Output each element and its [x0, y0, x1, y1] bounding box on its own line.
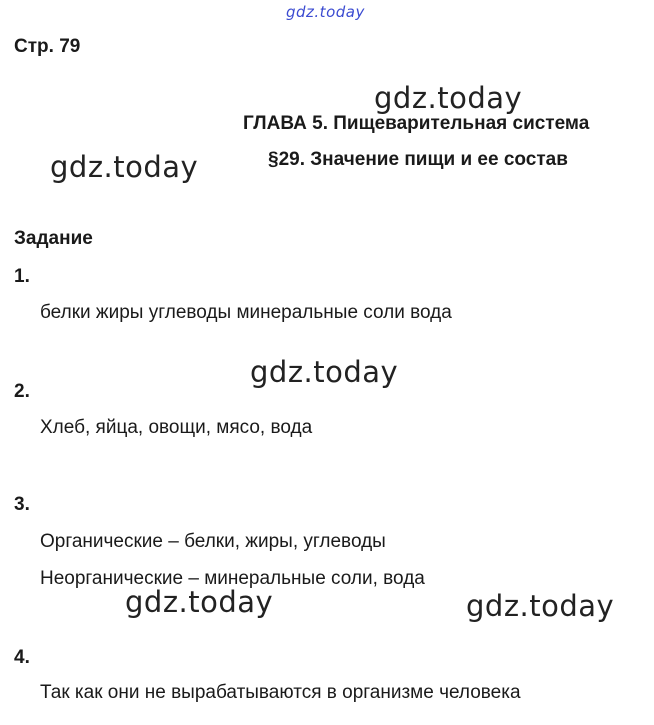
page-reference: Стр. 79 [14, 36, 81, 57]
watermark: gdz.today [374, 81, 523, 115]
watermark: gdz.today [50, 150, 199, 184]
watermark: gdz.today [125, 585, 274, 619]
section-title: §29. Значение пищи и ее состав [268, 149, 568, 170]
item-number-2: 2. [14, 381, 30, 402]
item-2-answer: Хлеб, яйца, овощи, мясо, вода [40, 417, 313, 438]
top-watermark: gdz.today [286, 3, 365, 21]
item-3-answer-line-2: Неорганические – минеральные соли, вода [40, 568, 425, 589]
watermark: gdz.today [250, 355, 399, 389]
task-heading: Задание [14, 228, 93, 249]
chapter-title: ГЛАВА 5. Пищеварительная система [243, 113, 590, 134]
item-3-answer-line-1: Органические – белки, жиры, углеводы [40, 531, 386, 552]
item-number-4: 4. [14, 647, 30, 668]
item-1-answer: белки жиры углеводы минеральные соли вода [40, 302, 452, 323]
item-number-1: 1. [14, 266, 30, 287]
item-4-answer: Так как они не вырабатываются в организме человека [40, 682, 521, 703]
item-number-3: 3. [14, 494, 30, 515]
watermark: gdz.today [466, 589, 615, 623]
